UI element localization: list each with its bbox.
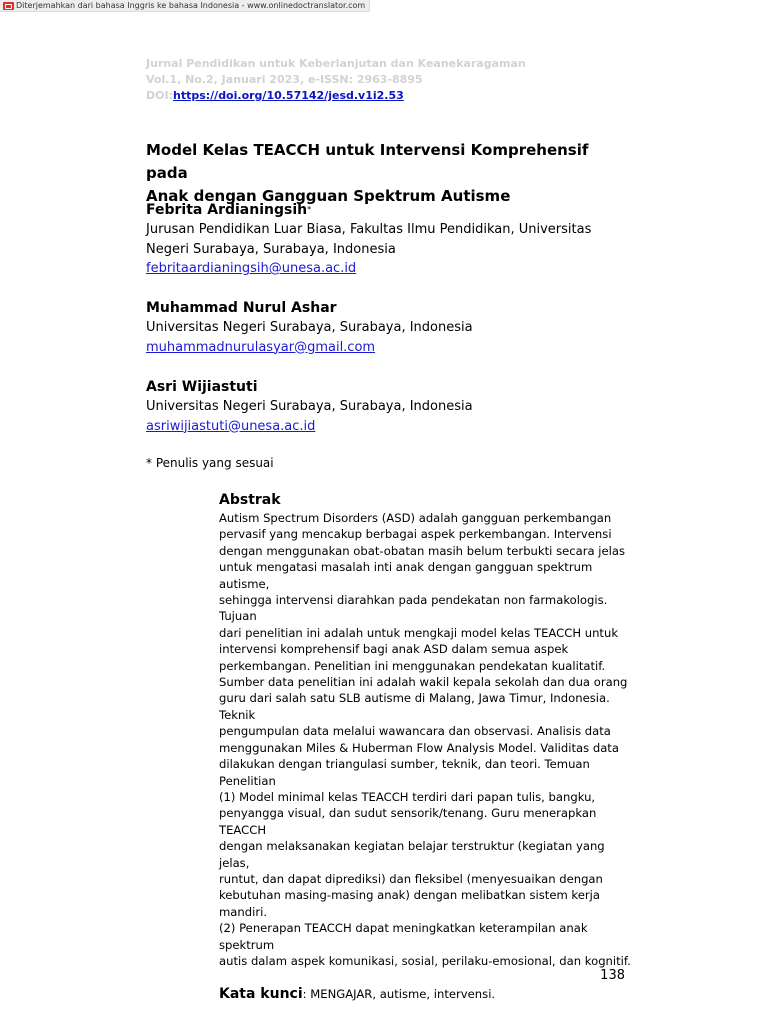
- abstract-line: (2) Penerapan TEACCH dapat meningkatkan keterampilan anak spektrum: [219, 921, 588, 952]
- keywords-text: : MENGAJAR, autisme, intervensi.: [302, 987, 496, 1002]
- author-name: Febrita Ardianingsih*: [146, 202, 312, 218]
- journal-header: [146, 56, 526, 104]
- pdf-logo-icon: [3, 2, 14, 10]
- abstract-line: intervensi komprehensif bagi anak ASD dalam semua aspek: [219, 642, 569, 657]
- author-block-2: [146, 298, 626, 357]
- doi-line: [146, 88, 526, 104]
- author-block-1: [146, 200, 626, 279]
- translator-banner-text[interactable]: Diterjemahkan dari bahasa Inggris ke bahasa Indonesia - www.onlinedoctranslator.com: [16, 1, 366, 10]
- abstract-line: guru dari salah satu SLB autisme di Malang, Jawa Timur, Indonesia. Teknik: [219, 691, 610, 722]
- author-name: Asri Wijiastuti: [146, 379, 258, 395]
- abstract-line: autis dalam aspek komunikasi, sosial, perilaku-emosional, dan kognitif.: [219, 953, 631, 968]
- abstract-line: menggunakan Miles & Huberman Flow Analysis Model. Validitas data: [219, 740, 619, 755]
- doi-prefix: DOI:: [146, 89, 173, 102]
- author-affiliation-cont: Negeri Surabaya, Surabaya, Indonesia: [146, 241, 396, 257]
- abstract-heading: Abstrak: [219, 492, 281, 508]
- abstract-line: (1) Model minimal kelas TEACCH terdiri dari papan tulis, bangku,: [219, 789, 596, 804]
- author-email[interactable]: muhammadnurulasyar@gmail.com: [146, 339, 376, 355]
- abstract-line: Autism Spectrum Disorders (ASD) adalah gangguan perkembangan: [219, 511, 612, 525]
- author-block-3: [146, 377, 626, 436]
- journal-volume: Vol.1, No.2, Januari 2023, e-ISSN: 2963-8895: [146, 73, 423, 86]
- abstract-section: [219, 490, 631, 1002]
- author-affiliation: Jurusan Pendidikan Luar Biasa, Fakultas Ilmu Pendidikan, Universitas: [146, 222, 592, 237]
- abstract-line: dari penelitian ini adalah untuk mengkaji model kelas TEACCH untuk: [219, 625, 619, 640]
- author-email[interactable]: febritaardianingsih@unesa.ac.id: [146, 261, 357, 276]
- abstract-line: pervasif yang mencakup berbagai aspek perkembangan. Intervensi: [219, 527, 612, 542]
- corresponding-author-note: * Penulis yang sesuai: [146, 456, 274, 470]
- author-email[interactable]: asriwijiastuti@unesa.ac.id: [146, 418, 316, 434]
- translator-banner[interactable]: [0, 0, 370, 12]
- abstract-line: dilakukan dengan triangulasi sumber, teknik, dan teori. Temuan Penelitian: [219, 757, 590, 788]
- journal-name: Jurnal Pendidikan untuk Keberlanjutan dan Keanekaragaman: [146, 57, 526, 70]
- abstract-line: untuk mengatasi masalah inti anak dengan gangguan spektrum autisme,: [219, 560, 593, 591]
- keywords: [219, 986, 631, 1002]
- abstract-line: Sumber data penelitian ini adalah wakil kepala sekolah dan dua orang: [219, 675, 628, 690]
- paper-title-line-2: Anak dengan Gangguan Spektrum Autisme: [146, 187, 511, 205]
- paper-title-line-1: Model Kelas TEACCH untuk Intervensi Komprehensif pada: [146, 141, 589, 182]
- abstract-line: perkembangan. Penelitian ini menggunakan pendekatan kualitatif.: [219, 658, 606, 673]
- paper-title: [146, 139, 626, 208]
- abstract-line: kebutuhan masing-masing anak) dengan melibatkan sistem kerja mandiri.: [219, 888, 600, 919]
- abstract-line: dengan menggunakan obat-obatan masih belum terbukti secara jelas: [219, 543, 626, 558]
- abstract-body: [219, 510, 631, 969]
- abstract-line: runtut, dan dapat diprediksi) dan fleksibel (menyesuaikan dengan: [219, 871, 603, 886]
- abstract-line: pengumpulan data melalui wawancara dan observasi. Analisis data: [219, 724, 611, 739]
- keywords-label: Kata kunci: [219, 986, 303, 1003]
- author-name: Muhammad Nurul Ashar: [146, 300, 337, 316]
- author-affiliation: Universitas Negeri Surabaya, Surabaya, Indonesia: [146, 399, 473, 414]
- abstract-line: sehingga intervensi diarahkan pada pendekatan non farmakologis. Tujuan: [219, 593, 608, 624]
- abstract-line: penyangga visual, dan sudut sensorik/tenang. Guru menerapkan TEACCH: [219, 806, 597, 837]
- abstract-line: dengan melaksanakan kegiatan belajar terstruktur (kegiatan yang jelas,: [219, 839, 605, 870]
- author-affiliation: Universitas Negeri Surabaya, Surabaya, Indonesia: [146, 320, 473, 335]
- doi-link[interactable]: https://doi.org/10.57142/jesd.v1i2.53: [172, 89, 404, 102]
- page-number: 138: [600, 968, 625, 983]
- corresponding-marker: *: [307, 205, 312, 214]
